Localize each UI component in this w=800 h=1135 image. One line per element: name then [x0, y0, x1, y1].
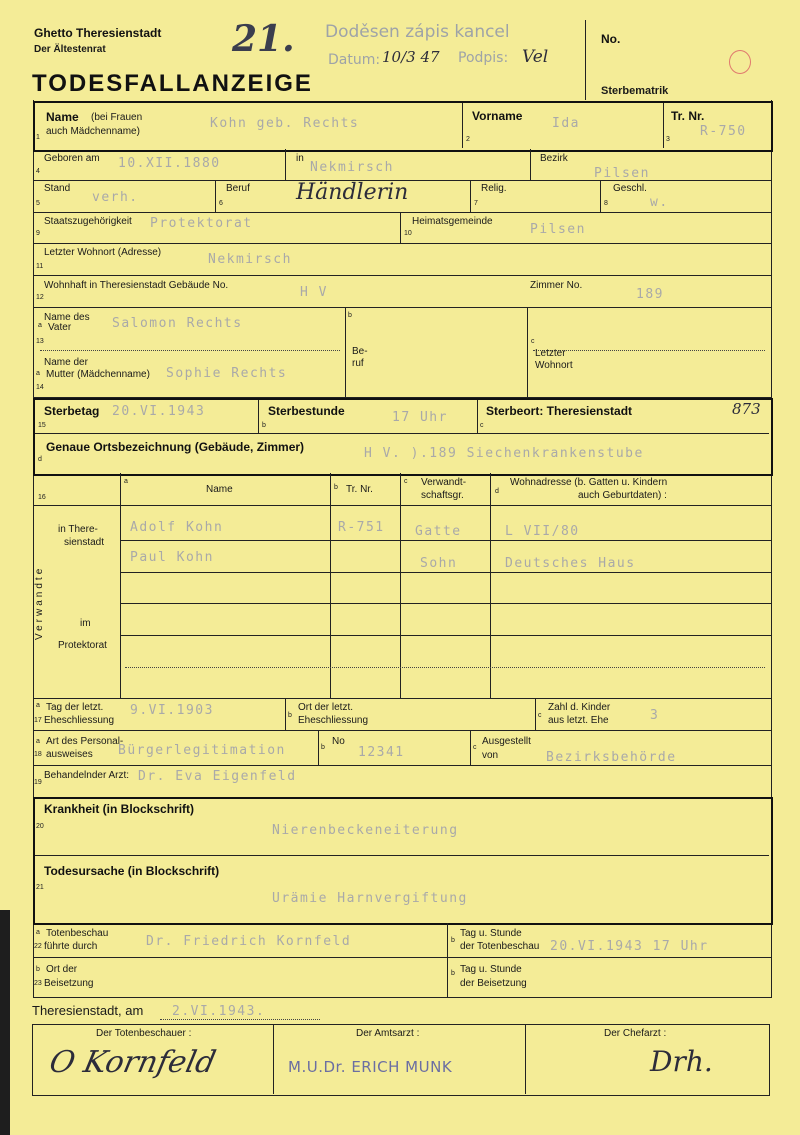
genau-label: Genaue Ortsbezeichnung (Gebäude, Zimmer): [46, 440, 305, 454]
beschau-tag-label: Tag u. Stunde: [460, 928, 522, 939]
name-note: (bei Frauen: [91, 112, 143, 123]
parents-wohnort-label2: Wohnort: [535, 360, 573, 371]
parents-beruf-label2: ruf: [352, 358, 364, 369]
heimat-value[interactable]: Pilsen: [530, 222, 586, 237]
todesursache-value[interactable]: Urämie Harnvergiftung: [272, 891, 468, 906]
marriage-tag-label: Tag der letzt.: [46, 702, 104, 713]
sterbetag-value[interactable]: 20.VI.1943: [112, 404, 206, 419]
vater-value[interactable]: Salomon Rechts: [112, 316, 243, 331]
protektorat-label: Protektorat: [58, 640, 107, 651]
place-date-label: Theresienstadt, am: [32, 1003, 144, 1018]
vorname-value[interactable]: Ida: [552, 116, 580, 131]
in-label: in: [296, 153, 304, 164]
sterbetag-label: Sterbetag: [44, 404, 100, 418]
mutter-label: Name der: [44, 357, 88, 368]
in-value[interactable]: Nekmirsch: [310, 160, 394, 175]
wohnort-value[interactable]: Nekmirsch: [208, 252, 292, 267]
trnr-label: Tr. Nr.: [671, 109, 705, 123]
relative-2-name[interactable]: Paul Kohn: [130, 550, 214, 565]
sterbestunde-value[interactable]: 17 Uhr: [392, 410, 448, 425]
marriage-tag-value[interactable]: 9.VI.1903: [130, 703, 214, 718]
in-there-label: in There-: [58, 524, 98, 535]
wohnort-label: Letzter Wohnort (Adresse): [44, 247, 162, 258]
arzt-value[interactable]: Dr. Eva Eigenfeld: [138, 769, 297, 784]
im-label: im: [80, 618, 91, 629]
geboren-value[interactable]: 10.XII.1880: [118, 156, 221, 171]
relative-1-trnr[interactable]: R-751: [338, 520, 385, 535]
trnr-value[interactable]: R-750: [700, 124, 747, 139]
col-adr-label2: auch Geburtdaten) :: [578, 490, 667, 501]
vater-label: Name des: [44, 312, 90, 323]
krankheit-label: Krankheit (in Blockschrift): [44, 802, 195, 816]
relative-1-adr[interactable]: L VII/80: [505, 524, 580, 539]
heimat-label: Heimatsgemeinde: [412, 216, 493, 227]
krankheit-value[interactable]: Nierenbeckeneiterung: [272, 823, 459, 838]
council-name: Der Ältestenrat: [34, 44, 106, 55]
beruf-label: Beruf: [226, 183, 250, 194]
relig-label: Relig.: [481, 183, 507, 194]
zimmer-label: Zimmer No.: [530, 280, 583, 291]
register-label: Sterbematrik: [601, 85, 669, 97]
arzt-label: Behandelnder Arzt:: [44, 770, 130, 781]
ghetto-name: Ghetto Theresienstadt: [34, 26, 162, 40]
wohnhaft-value[interactable]: H V: [300, 285, 328, 300]
col-name-label: Name: [206, 484, 233, 495]
relative-1-verw[interactable]: Gatte: [415, 524, 462, 539]
genau-value[interactable]: H V. ).189 Siechenkrankenstube: [364, 446, 644, 461]
sig3-label: Der Chefarzt :: [604, 1028, 667, 1039]
no-label: No.: [601, 32, 621, 46]
beruf-value[interactable]: Händlerin: [296, 180, 409, 205]
art-label2: ausweises: [46, 749, 93, 760]
doc-no-value[interactable]: 12341: [358, 745, 405, 760]
name-label: Name: [46, 110, 79, 124]
beschau-tag-label2: der Totenbeschau: [460, 941, 540, 952]
sterbeort-hand: 873: [732, 400, 761, 418]
stamp-podpis-value: Vel: [522, 47, 549, 67]
verwandte-side-label: Verwandte: [34, 565, 45, 640]
geschl-value[interactable]: w.: [650, 195, 669, 210]
red-circle-mark: [729, 50, 751, 74]
relative-1-name[interactable]: Adolf Kohn: [130, 520, 224, 535]
sterbestunde-label: Sterbestunde: [268, 404, 345, 418]
geschl-label: Geschl.: [613, 183, 647, 194]
bezirk-value[interactable]: Pilsen: [594, 166, 650, 181]
mutter-value[interactable]: Sophie Rechts: [166, 366, 288, 381]
marriage-ort-label: Ort der letzt.: [298, 702, 354, 713]
marriage-ort-label2: Eheschliessung: [298, 715, 369, 726]
name-note2: auch Mädchenname): [46, 126, 140, 137]
vater-label2: Vater: [48, 322, 72, 333]
vorname-label: Vorname: [472, 109, 523, 123]
torn-edge: [0, 910, 10, 1135]
marriage-tag-label2: Eheschliessung: [44, 715, 115, 726]
relative-2-verw[interactable]: Sohn: [420, 556, 458, 571]
beschau-tag-value[interactable]: 20.VI.1943 17 Uhr: [550, 939, 709, 954]
beisetzung-ort-label2: Beisetzung: [44, 978, 94, 989]
form-title: TODESFALLANZEIGE: [32, 70, 313, 97]
beisetzung-ort-label: Ort der: [46, 964, 78, 975]
sig2-stamp: M.U.Dr. ERICH MUNK: [288, 1058, 453, 1076]
sig1-label: Der Totenbeschauer :: [96, 1028, 192, 1039]
mutter-label2: Mutter (Mädchenname): [46, 369, 150, 380]
staat-value[interactable]: Protektorat: [150, 216, 253, 231]
ausg-label: Ausgestellt: [482, 736, 531, 747]
stamp-header: Doděsen zápis kancel: [325, 22, 510, 42]
sig3-signature: Drh.: [650, 1045, 713, 1078]
in-there-label2: sienstadt: [64, 537, 105, 548]
col-verw-label: Verwandt-: [421, 477, 467, 488]
beschau-label: Totenbeschau: [46, 928, 109, 939]
stamp-podpis-label: Podpis:: [458, 50, 509, 66]
col-trnr-label: Tr. Nr.: [346, 484, 373, 495]
death-notice-form: Ghetto Theresienstadt Der Ältestenrat TODESFALLANZEIGE 21. Doděsen zápis kancel Datum: 10/3 47 Podpis: Vel No. Sterbematrik Name (bei Frauen auch Mädchenname) 1 Kohn geb. Rechts Vorname 2 Ida Tr. Nr. 3 R-750 Geboren am 4 10.XII.1880 in Nekmirsch Bezirk Pilsen Stand 5 verh. Beruf 6 Händlerin Relig. 7 Geschl. 8 w. Staatszugehörigkeit 9 Protektorat Heimatsgemeinde 10 Pilsen Letzter Wohnort (Adresse) 11 Nekmirsch Wohnhaft in Theresienstadt Gebäude No. 12 H V Zimmer No. 189 Name des a Vater 13 Salomon Rechts Name der a Mutter (Mädchenname) 14 Sophie Rechts b Be- ruf c Letzter Wohnort Sterbetag 15 20.VI.1943 Sterbestunde b 17 Uhr Sterbeort: Theresienstadt c 873 d Genaue Ortsbezeichnung (Gebäude, Zimmer) H V. ).189 Siechenkrankenstube 16 a Name b Tr. Nr. c Verwandt- schaftsgr. d Wohnadresse (b. Gatten u. Kindern auch Geburtdaten) : Verwandte in There- sienstadt im Protektorat Adolf Kohn R-751 Gatte L VII/80 Paul Kohn Sohn Deutsches Haus a Tag der letzt. 17 Eheschliessung 9.VI.1903 b Ort der letzt. Eheschliessung c Zahl d. Kinder aus letzt. Ehe 3 a Art des Personal- 18 ausweises Bürgerlegitimation b No 12341 c Ausgestellt von Bezirksbehörde 19 Behandelnder Arzt: Dr. Eva Eigenfeld Krankheit (in Blockschrift) 20 Nierenbeckeneiterung Todesursache (in Blockschrift) 21 Urämie Harnvergiftung a Totenbeschau 22 führte durch Dr. Friedrich Kornfeld b Tag u. Stunde der Totenbeschau 20.VI.1943 17 Uhr b Ort der 23 Beisetzung b Tag u. Stunde der Beisetzung Theresienstadt, am 2.VI.1943. Der Totenbeschauer : O Kornfeld Der Amtsarzt : M.U.Dr. ERICH MUNK Der Chefarzt : Drh.: [0, 0, 800, 1135]
sig2-label: Der Amtsarzt :: [356, 1028, 420, 1039]
stamp-datum-value: 10/3 47: [382, 48, 440, 66]
kinder-label2: aus letzt. Ehe: [548, 715, 609, 726]
handwritten-number: 21.: [232, 18, 295, 60]
name-value[interactable]: Kohn geb. Rechts: [210, 116, 360, 131]
geboren-label: Geboren am: [44, 153, 100, 164]
col-adr-label: Wohnadresse (b. Gatten u. Kindern: [510, 477, 668, 488]
staat-label: Staatszugehörigkeit: [44, 216, 132, 227]
col-verw-label2: schaftsgr.: [421, 490, 464, 501]
art-value[interactable]: Bürgerlegitimation: [118, 743, 286, 758]
name-box: [33, 101, 773, 152]
beschau-value[interactable]: Dr. Friedrich Kornfeld: [146, 934, 352, 949]
art-label: Art des Personal-: [46, 736, 124, 747]
stamp-datum-label: Datum:: [328, 52, 381, 68]
stand-value[interactable]: verh.: [92, 190, 139, 205]
relative-2-adr[interactable]: Deutsches Haus: [505, 556, 636, 571]
zimmer-value[interactable]: 189: [636, 287, 664, 302]
place-date-value[interactable]: 2.VI.1943.: [172, 1004, 266, 1019]
stand-label: Stand: [44, 183, 71, 194]
doc-no-label: No: [332, 736, 345, 747]
beisetzung-tag-label2: der Beisetzung: [460, 978, 527, 989]
beisetzung-tag-label: Tag u. Stunde: [460, 964, 522, 975]
ausg-label2: von: [482, 750, 499, 761]
parents-wohnort-label: Letzter: [535, 348, 566, 359]
kinder-label: Zahl d. Kinder: [548, 702, 611, 713]
kinder-value[interactable]: 3: [650, 708, 660, 723]
bezirk-label: Bezirk: [540, 153, 568, 164]
beschau-label2: führte durch: [44, 941, 98, 952]
sig1-signature: O Kornfeld: [46, 1045, 219, 1080]
todesursache-label: Todesursache (in Blockschrift): [44, 864, 220, 878]
sterbeort-label: Sterbeort: Theresienstadt: [486, 404, 633, 418]
ausg-value[interactable]: Bezirksbehörde: [546, 750, 677, 765]
parents-beruf-label: Be-: [352, 346, 368, 357]
wohnhaft-label: Wohnhaft in Theresienstadt Gebäude No.: [44, 280, 229, 291]
